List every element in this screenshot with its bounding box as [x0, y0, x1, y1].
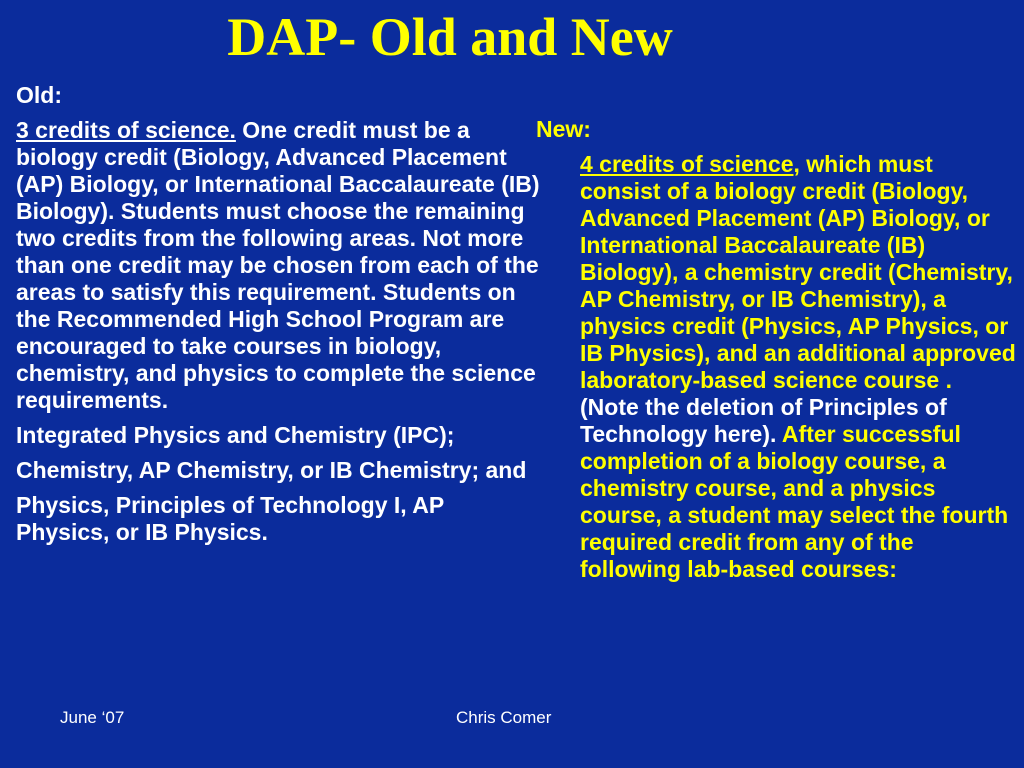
- new-credits-underlined: 4 credits of science: [580, 151, 794, 177]
- old-option-physics: Physics, Principles of Technology I, AP Physics, or IB Physics.: [16, 492, 444, 545]
- new-heading: New:: [536, 116, 591, 142]
- old-credits-underlined: 3 credits of science.: [16, 117, 236, 143]
- footer-date: June ‘07: [60, 708, 125, 727]
- old-option-chemistry: Chemistry, AP Chemistry, or IB Chemistry; and: [16, 457, 527, 483]
- new-credits-note: (Note the deletion of Principles of Technology here).: [580, 394, 947, 447]
- old-credits-description: One credit must be a biology credit (Biology, Advanced Placement (AP) Biology, or International Baccalaureate (IB) Biology). Students must choose the remaining two credits from the following areas. Not more than one credit may be chosen from each of the areas to satisfy this requirement. Students on the Recommended High School Program are encouraged to take courses in biology, chemistry, and physics to complete the science requirements.: [16, 117, 540, 413]
- new-credits-description: , which must consist of a biology credit (Biology, Advanced Placement (AP) Biology, or International Baccalaureate (IB) Biology), a chemistry credit (Chemistry, AP Chemistry, or IB Chemistry), a physics credit (Physics, AP Physics, or IB Physics), and an additional approved laboratory-based science course .: [580, 151, 1016, 393]
- new-requirements-column: [536, 116, 1016, 591]
- footer-author: Chris Comer: [456, 708, 552, 727]
- new-paragraph-main: [580, 151, 1016, 583]
- old-heading: Old:: [16, 82, 62, 108]
- old-paragraph-main: [16, 117, 541, 414]
- slide-title: DAP- Old and New: [227, 7, 673, 67]
- old-requirements-column: [16, 82, 541, 554]
- old-option-ipc: Integrated Physics and Chemistry (IPC);: [16, 422, 455, 448]
- new-credits-fourth-credit: After successful completion of a biology course, a chemistry course, and a physics course, a student may select the fourth required credit from any of the following lab-based courses:: [580, 421, 1009, 582]
